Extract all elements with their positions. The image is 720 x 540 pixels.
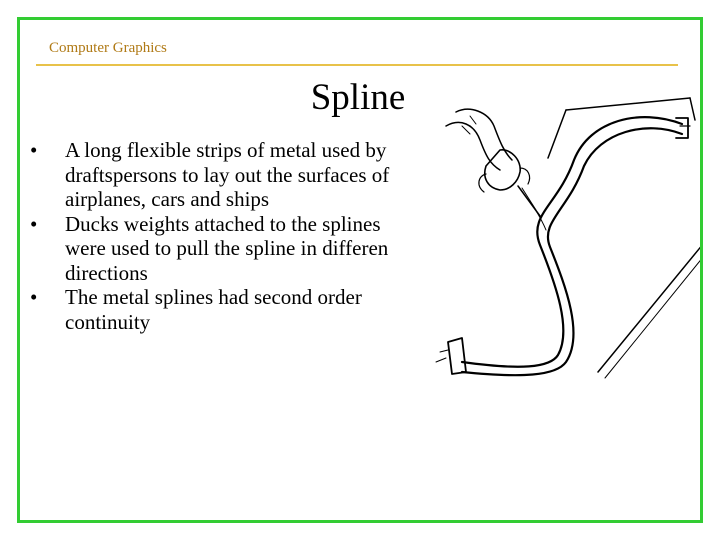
bullet-line: draftspersons to lay out the surfaces of bbox=[65, 162, 390, 187]
bullet-item bbox=[30, 138, 445, 212]
bullet-line: airplanes, cars and ships bbox=[65, 187, 270, 211]
bullet-marker: • bbox=[30, 285, 38, 309]
bullet-marker: • bbox=[30, 211, 38, 236]
bullet-line: were used to pull the spline in differen bbox=[65, 236, 389, 260]
bullet-line: directions bbox=[65, 260, 148, 285]
header-divider bbox=[36, 64, 678, 66]
bullet-list bbox=[30, 138, 445, 334]
slide-header: Computer Graphics bbox=[49, 40, 167, 56]
bullet-line: Ducks weights attached to the splines bbox=[65, 211, 381, 236]
bullet-line: The metal splines had second order bbox=[65, 285, 362, 309]
bullet-line: A long flexible strips of metal used by bbox=[65, 138, 387, 162]
bullet-line: continuity bbox=[65, 309, 151, 334]
bullet-item bbox=[30, 212, 445, 286]
spline-drafting-drawing-icon bbox=[428, 92, 700, 384]
bullet-item bbox=[30, 285, 445, 334]
bullet-marker: • bbox=[30, 138, 38, 162]
slide-title: Spline bbox=[310, 77, 406, 118]
